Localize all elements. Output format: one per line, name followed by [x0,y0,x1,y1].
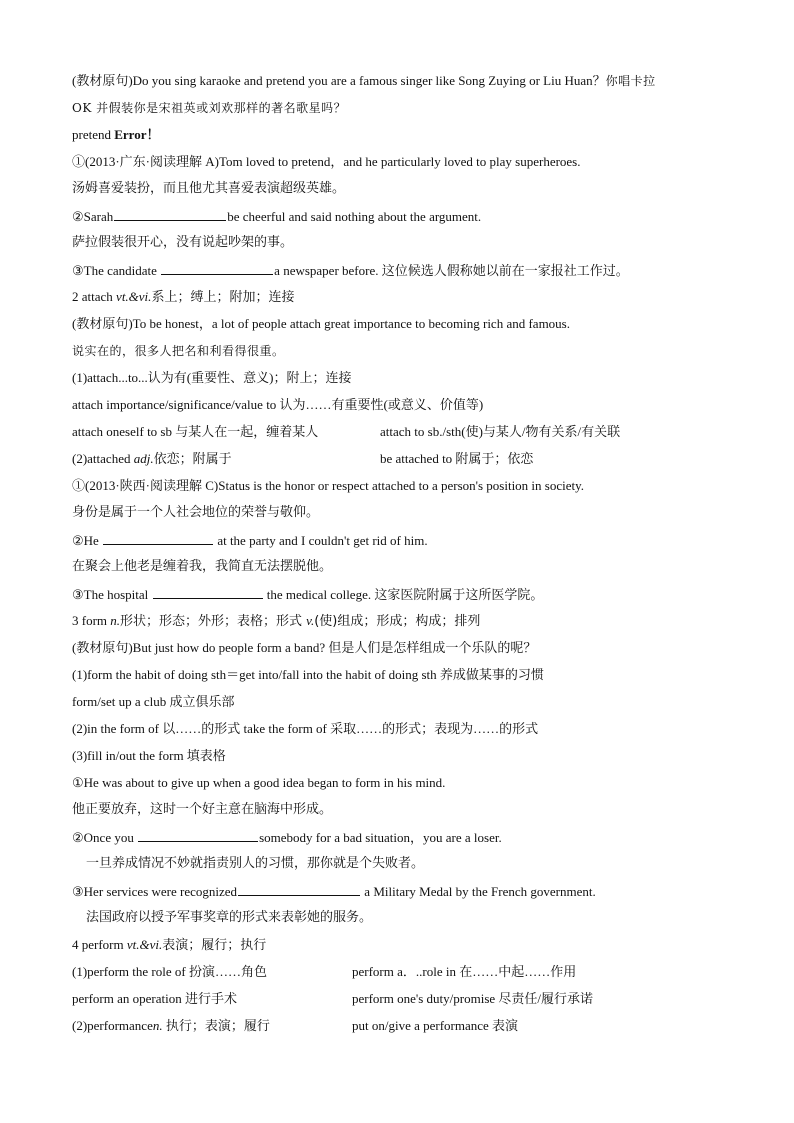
form-example-1-cn: 他正要放弃，这时一个好主意在脑海中形成。 [72,802,333,817]
part-of-speech: v. [306,613,315,628]
attach-example-3 [72,585,543,604]
text: 执行；表演；履行 [162,1018,270,1033]
part-of-speech: n. [110,613,121,628]
form-example-1: ①He was about to give up when a good idea began to form in his mind. [72,775,446,790]
pretend-example-2-cn: 萨拉假装很开心，没有说起吵架的事。 [72,235,294,250]
perform-heading [72,936,266,955]
phrase-right: perform a．..role in 在……中起……作用 [352,964,577,979]
phrase-left: attach oneself to sb 与某人在一起，缠着某人 [72,424,319,439]
text: ②He [72,533,103,548]
answer-blank[interactable] [161,261,273,275]
form-example-3 [72,882,596,901]
meaning: 表演；履行；执行 [162,938,267,953]
perform-phrase-row-3 [72,1017,732,1035]
form-example-2-cn: 一旦养成情况不妙就指责别人的习惯，那你就是个失败者。 [86,856,425,871]
meaning: 形状；形态；外形；表格；形式 [120,614,307,629]
phrase-right: perform one's duty/promise 尽责任/履行承诺 [352,991,594,1006]
text: the medical college. 这家医院附属于这所医学院。 [263,587,544,602]
attach-phrase-1: (1)attach...to...认为有(重要性、意义)；附上；连接 [72,370,352,385]
form-phrase-2: form/set up a club 成立俱乐部 [72,694,235,709]
pretend-source-translation: OK 并假装你是宋祖英或刘欢那样的著名歌星吗？ [72,101,347,115]
answer-blank[interactable] [138,828,258,842]
text: a newspaper before. 这位候选人假称她以前在一家报社工作过。 [274,263,629,278]
attach-example-1: ①(2013·陕西·阅读理解 C)Status is the honor or respect attached to a person's position in society. [72,478,585,493]
form-example-3-cn: 法国政府以授予军事奖章的形式来表彰她的服务。 [86,910,373,925]
head-word: 4 perform [72,937,127,952]
text: (2)performance [72,1018,153,1033]
phrase-left: (1)perform the role of 扮演……角色 [72,964,267,979]
answer-blank[interactable] [114,207,226,221]
text: ③Her services were recognized [72,884,238,899]
source-en: (教材原句)Do you sing karaoke and pretend you are a famous singer like Song Zuying or Liu Huan？ [72,73,606,88]
attach-example-1-cn: 身份是属于一个人社会地位的荣誉与敬仰。 [72,505,320,520]
meaning: (使)组成；形成；构成；排列 [314,614,481,629]
part-of-speech: vt.&vi. [116,289,152,304]
attach-phrase-row-3 [72,423,732,441]
form-source-sentence: (教材原句)But just how do people form a band? 但是人们是怎样组成一个乐队的呢？ [72,640,537,655]
form-phrase-3: (2)in the form of 以……的形式 take the form of 采取……的形式；表现为……的形式 [72,721,539,736]
text: ③The candidate [72,263,161,278]
part-of-speech: adj. [133,451,154,466]
text: ②Sarah [72,209,114,224]
text: somebody for a bad situation，you are a loser. [259,830,502,845]
attach-example-2 [72,531,428,550]
phrase-right: attach to sb./sth(使)与某人/物有关系/有关联 [380,424,621,439]
text: ②Once you [72,830,138,845]
text: a Military Medal by the French government. [361,884,596,899]
phrase-right: put on/give a performance 表演 [352,1018,519,1033]
part-of-speech: n. [152,1018,163,1033]
head-word: pretend [72,127,115,142]
pretend-example-3 [72,261,629,280]
answer-blank[interactable] [103,531,213,545]
phrase-right: be attached to 附属于；依恋 [380,451,534,466]
text: (2)attached [72,451,134,466]
pretend-example-1-cn: 汤姆喜爱装扮，而且他尤其喜爱表演超级英雄。 [72,181,346,196]
text: ③The hospital [72,587,152,602]
meaning: 系上；缚上；附加；连接 [151,290,295,305]
attach-phrase-row-4 [72,450,732,468]
attach-heading [72,288,294,307]
text: be cheerful and said nothing about the argument. [227,209,482,224]
answer-blank[interactable] [153,585,263,599]
form-example-2 [72,828,502,847]
part-of-speech: vt.&vi. [126,937,163,952]
attach-source-translation: 说实在的，很多人把名和利看得很重。 [72,344,285,358]
perform-phrase-row-1 [72,963,732,981]
text: 依恋；附属于 [153,451,232,466]
attach-phrase-2: attach importance/significance/value to 认为……有重要性(或意义、价值等) [72,397,484,412]
pretend-example-2 [72,207,481,226]
pretend-source-sentence [72,72,656,90]
answer-blank[interactable] [238,882,360,896]
form-phrase-1: (1)form the habit of doing sth＝get into/fall into the habit of doing sth 养成做某事的习惯 [72,667,544,682]
text: at the party and I couldn't get rid of him. [214,533,428,548]
perform-phrase-row-2 [72,990,732,1008]
attach-example-2-cn: 在聚会上他老是缠着我，我简直无法摆脱他。 [72,559,333,574]
form-heading [72,612,480,631]
head-word: 2 attach [72,289,117,304]
head-word: 3 form [72,613,111,628]
pretend-heading [72,126,159,144]
attach-source-sentence: (教材原句)To be honest，a lot of people attach great importance to becoming rich and famous. [72,316,570,331]
form-phrase-4: (3)fill in/out the form 填表格 [72,748,226,763]
error-text: Error！ [114,127,160,142]
source-cn: 你唱卡拉 [605,74,656,88]
pretend-example-1: ①(2013·广东·阅读理解 A)Tom loved to pretend，and he particularly loved to play superheroes. [72,154,581,169]
phrase-left: perform an operation 进行手术 [72,991,237,1006]
